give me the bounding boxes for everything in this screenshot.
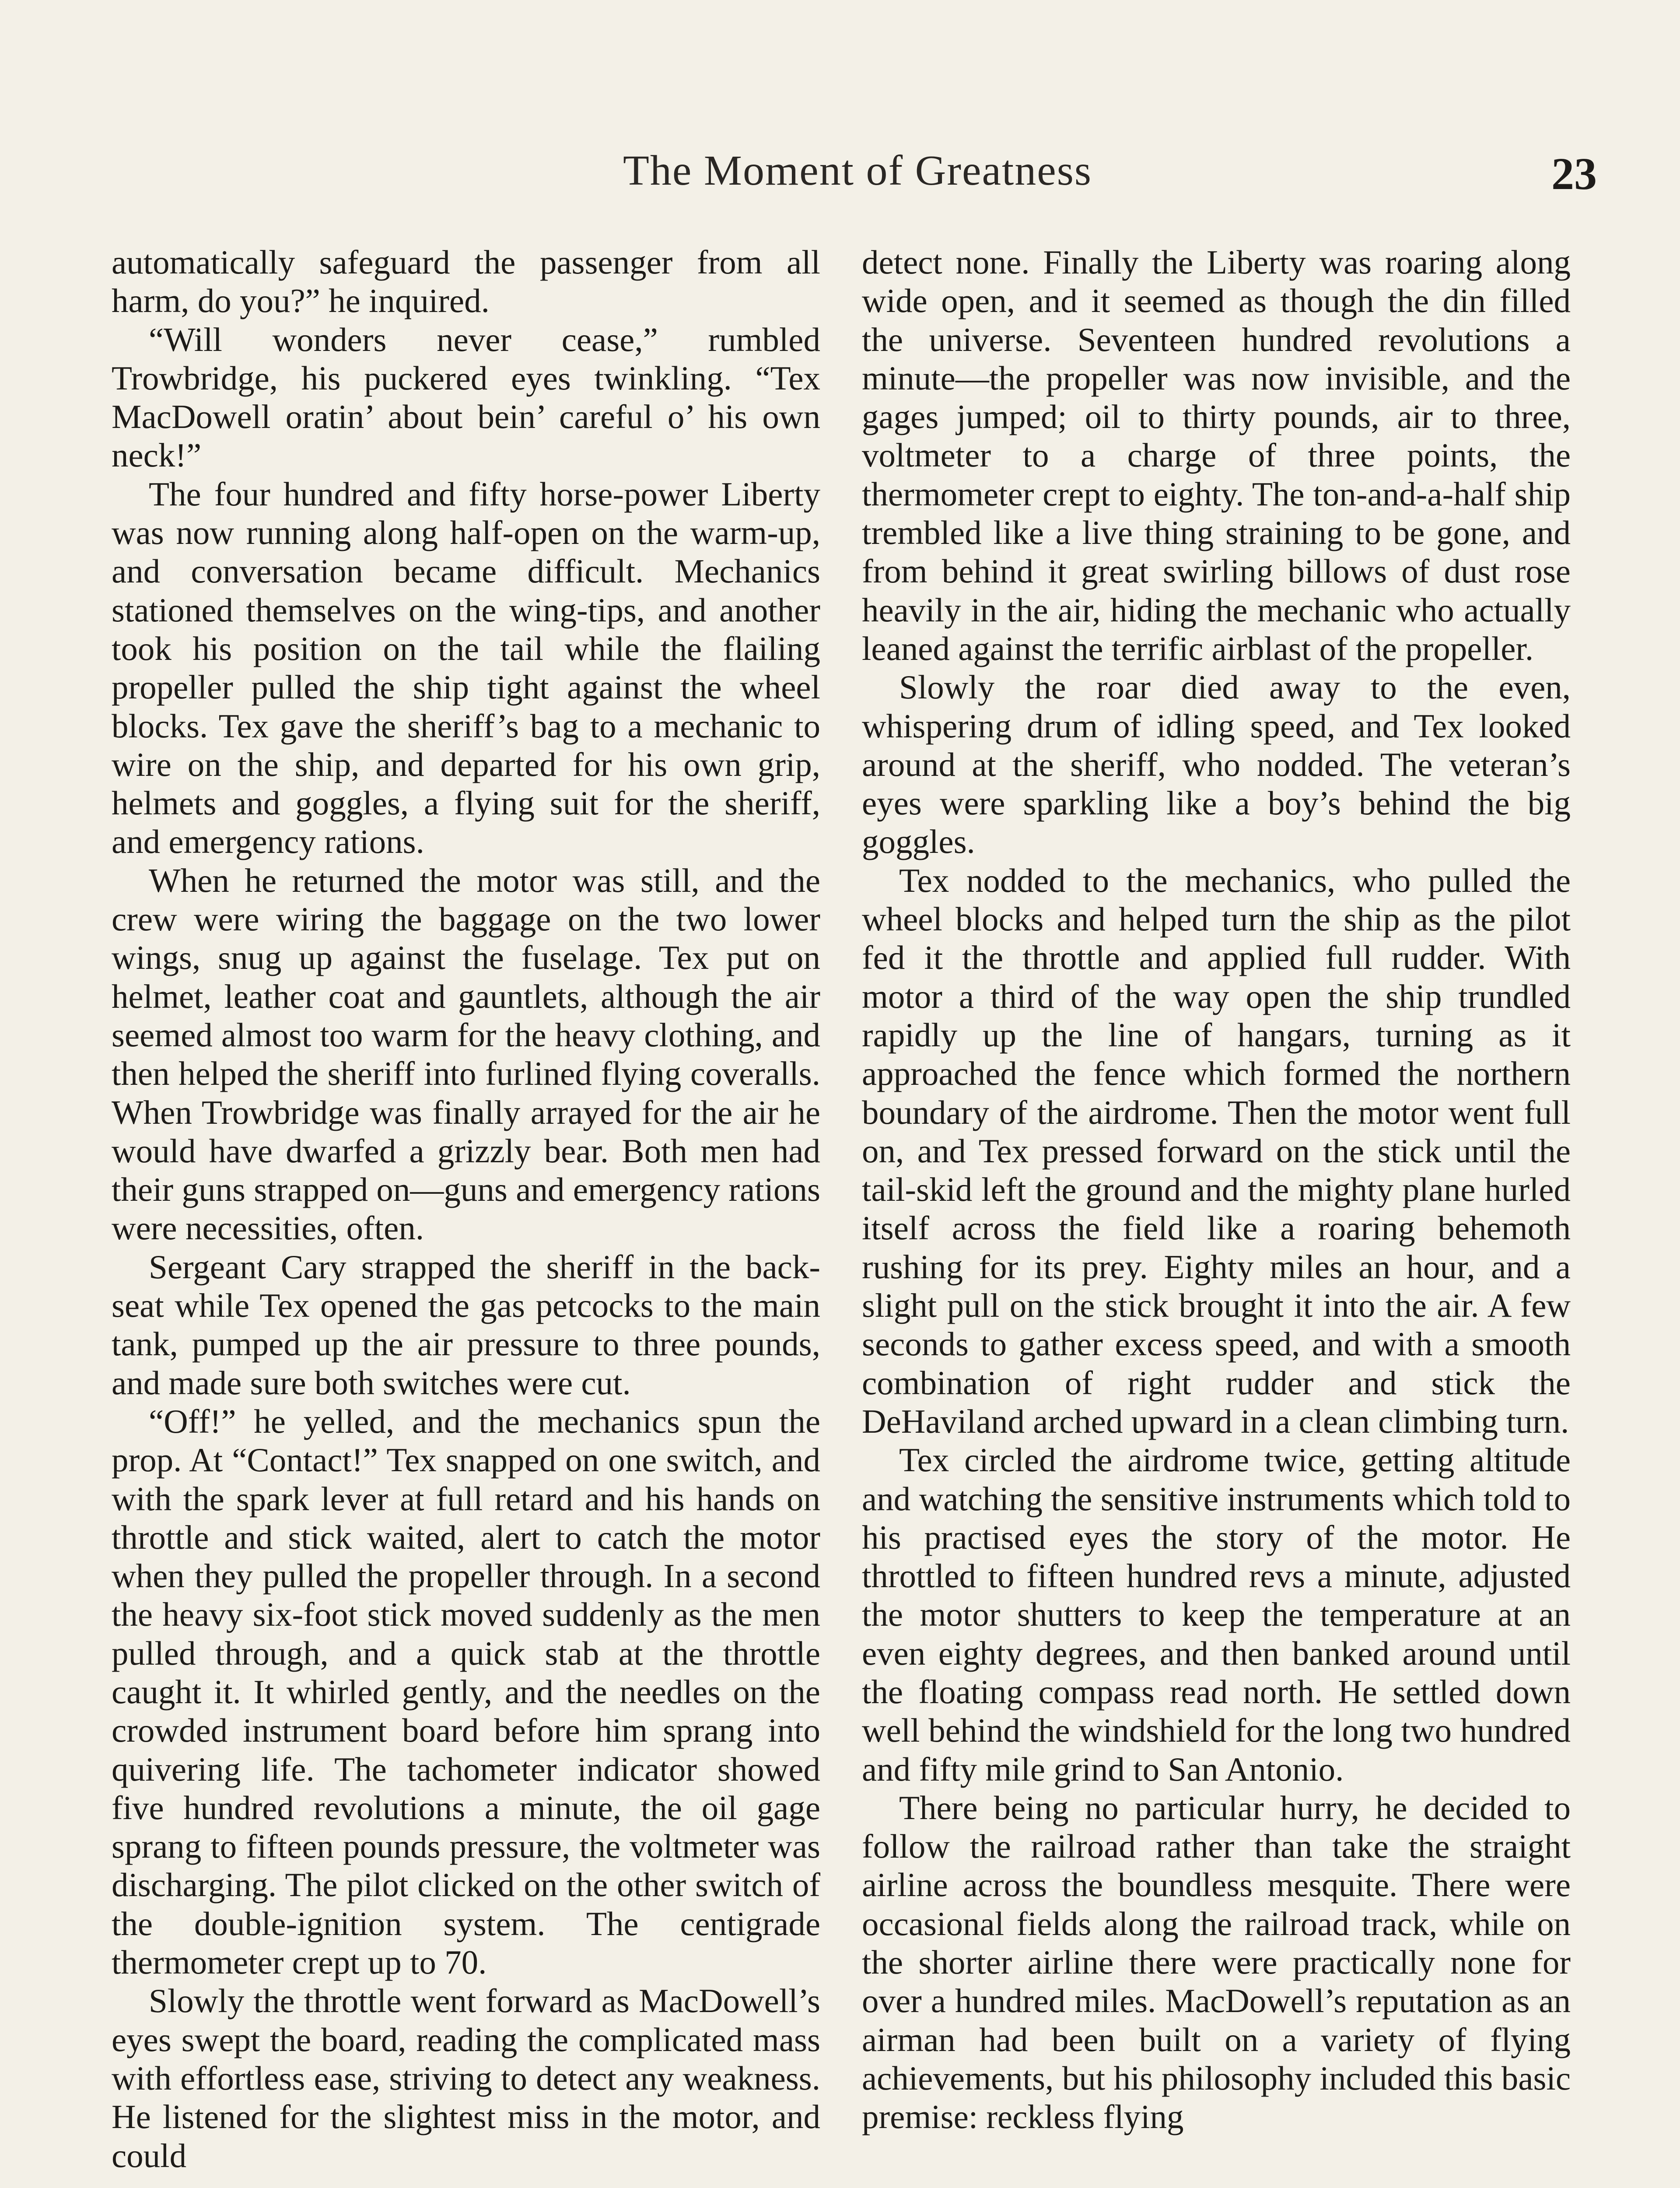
paragraph: Sergeant Cary strapped the sheriff in the back-seat while Tex opened the gas petcocks to the main tank, pumped up the air pressure to three pounds, and made sure both switches were cut. [112, 1248, 820, 1402]
running-header [0, 140, 1680, 201]
paragraph: Slowly the throttle went forward as MacDowell’s eyes swept the board, reading the complicated mass with effortless ease, striving to detect any weakness. He listened for the slightest miss in the motor, and could [112, 1982, 820, 2174]
left-column [112, 243, 820, 2175]
paragraph: The four hundred and fifty horse-power Liberty was now running along half-open on the warm-up, and conversation became difficult. Mechanics stationed themselves on the wing-tips, and another took his position on the tail while the flailing propeller pulled the ship tight against the wheel blocks. Tex gave the sheriff’s bag to a mechanic to wire on the ship, and departed for his own grip, helmets and goggles, a flying suit for the sheriff, and emergency rations. [112, 475, 820, 861]
paragraph: Slowly the roar died away to the even, whispering drum of idling speed, and Tex looked around at the sheriff, who nodded. The veteran’s eyes were sparkling like a boy’s behind the big goggles. [862, 668, 1571, 861]
paragraph: When he returned the motor was still, and the crew were wiring the baggage on the two lower wings, snug up against the fuselage. Tex put on helmet, leather coat and gauntlets, although the air seemed almost too warm for the heavy clothing, and then helped the sheriff into furlined flying coveralls. When Trowbridge was finally arrayed for the air he would have dwarfed a grizzly bear. Both men had their guns strapped on—guns and emergency rations were necessities, often. [112, 861, 820, 1247]
paragraph: “Off!” he yelled, and the mechanics spun the prop. At “Contact!” Tex snapped on one switch, and with the spark lever at full retard and his hands on throttle and stick waited, alert to catch the motor when they pulled the propeller through. In a second the heavy six-foot stick moved suddenly as the men pulled through, and a quick stab at the throttle caught it. It whirled gently, and the needles on the crowded instrument board before him sprang into quivering life. The tachometer indicator showed five hundred revolutions a minute, the oil gage sprang to fifteen pounds pressure, the voltmeter was discharging. The pilot clicked on the other switch of the double-ignition system. The centigrade thermometer crept up to 70. [112, 1402, 820, 1981]
paragraph: Tex nodded to the mechanics, who pulled the wheel blocks and helped turn the ship as the pilot fed it the throttle and applied full rudder. With motor a third of the way open the ship trundled rapidly up the line of hangars, turning as it approached the fence which formed the northern boundary of the airdrome. Then the motor went full on, and Tex pressed forward on the stick until the tail-skid left the ground and the mighty plane hurled itself across the field like a roaring behemoth rushing for its prey. Eighty miles an hour, and a slight pull on the stick brought it into the air. A few seconds to gather excess speed, and with a smooth combination of right rudder and stick the DeHaviland arched upward in a clean climbing turn. [862, 861, 1571, 1440]
page-number: 23 [1551, 149, 1597, 199]
paragraph: There being no particular hurry, he decided to follow the railroad rather than take the straight airline across the boundless mesquite. There were occasional fields along the railroad track, while on the shorter airline there were practically none for over a hundred miles. MacDowell’s reputation as an airman had been built on a variety of flying achievements, but his philosophy included this basic premise: reckless flying [862, 1788, 1571, 2136]
right-column [862, 243, 1571, 2136]
running-title: The Moment of Greatness [623, 147, 1092, 194]
paragraph: automatically safeguard the passenger from all harm, do you?” he inquired. [112, 243, 820, 320]
paragraph: detect none. Finally the Liberty was roaring along wide open, and it seemed as though the din filled the universe. Seventeen hundred revolutions a minute—the propeller was now invisible, and the gages jumped; oil to thirty pounds, air to three, voltmeter to a charge of three points, the thermometer crept to eighty. The ton-and-a-half ship trembled like a live thing straining to be gone, and from behind it great swirling billows of dust rose heavily in the air, hiding the mechanic who actually leaned against the terrific airblast of the propeller. [862, 243, 1571, 667]
paragraph: “Will wonders never cease,” rumbled Trowbridge, his puckered eyes twinkling. “Tex MacDowell oratin’ about bein’ careful o’ his own neck!” [112, 320, 820, 474]
paragraph: Tex circled the airdrome twice, getting altitude and watching the sensitive instruments which told to his practised eyes the story of the motor. He throttled to fifteen hundred revs a minute, adjusted the motor shutters to keep the temperature at an even eighty degrees, and then banked around until the floating compass read north. He settled down well behind the windshield for the long two hundred and fifty mile grind to San Antonio. [862, 1441, 1571, 1788]
